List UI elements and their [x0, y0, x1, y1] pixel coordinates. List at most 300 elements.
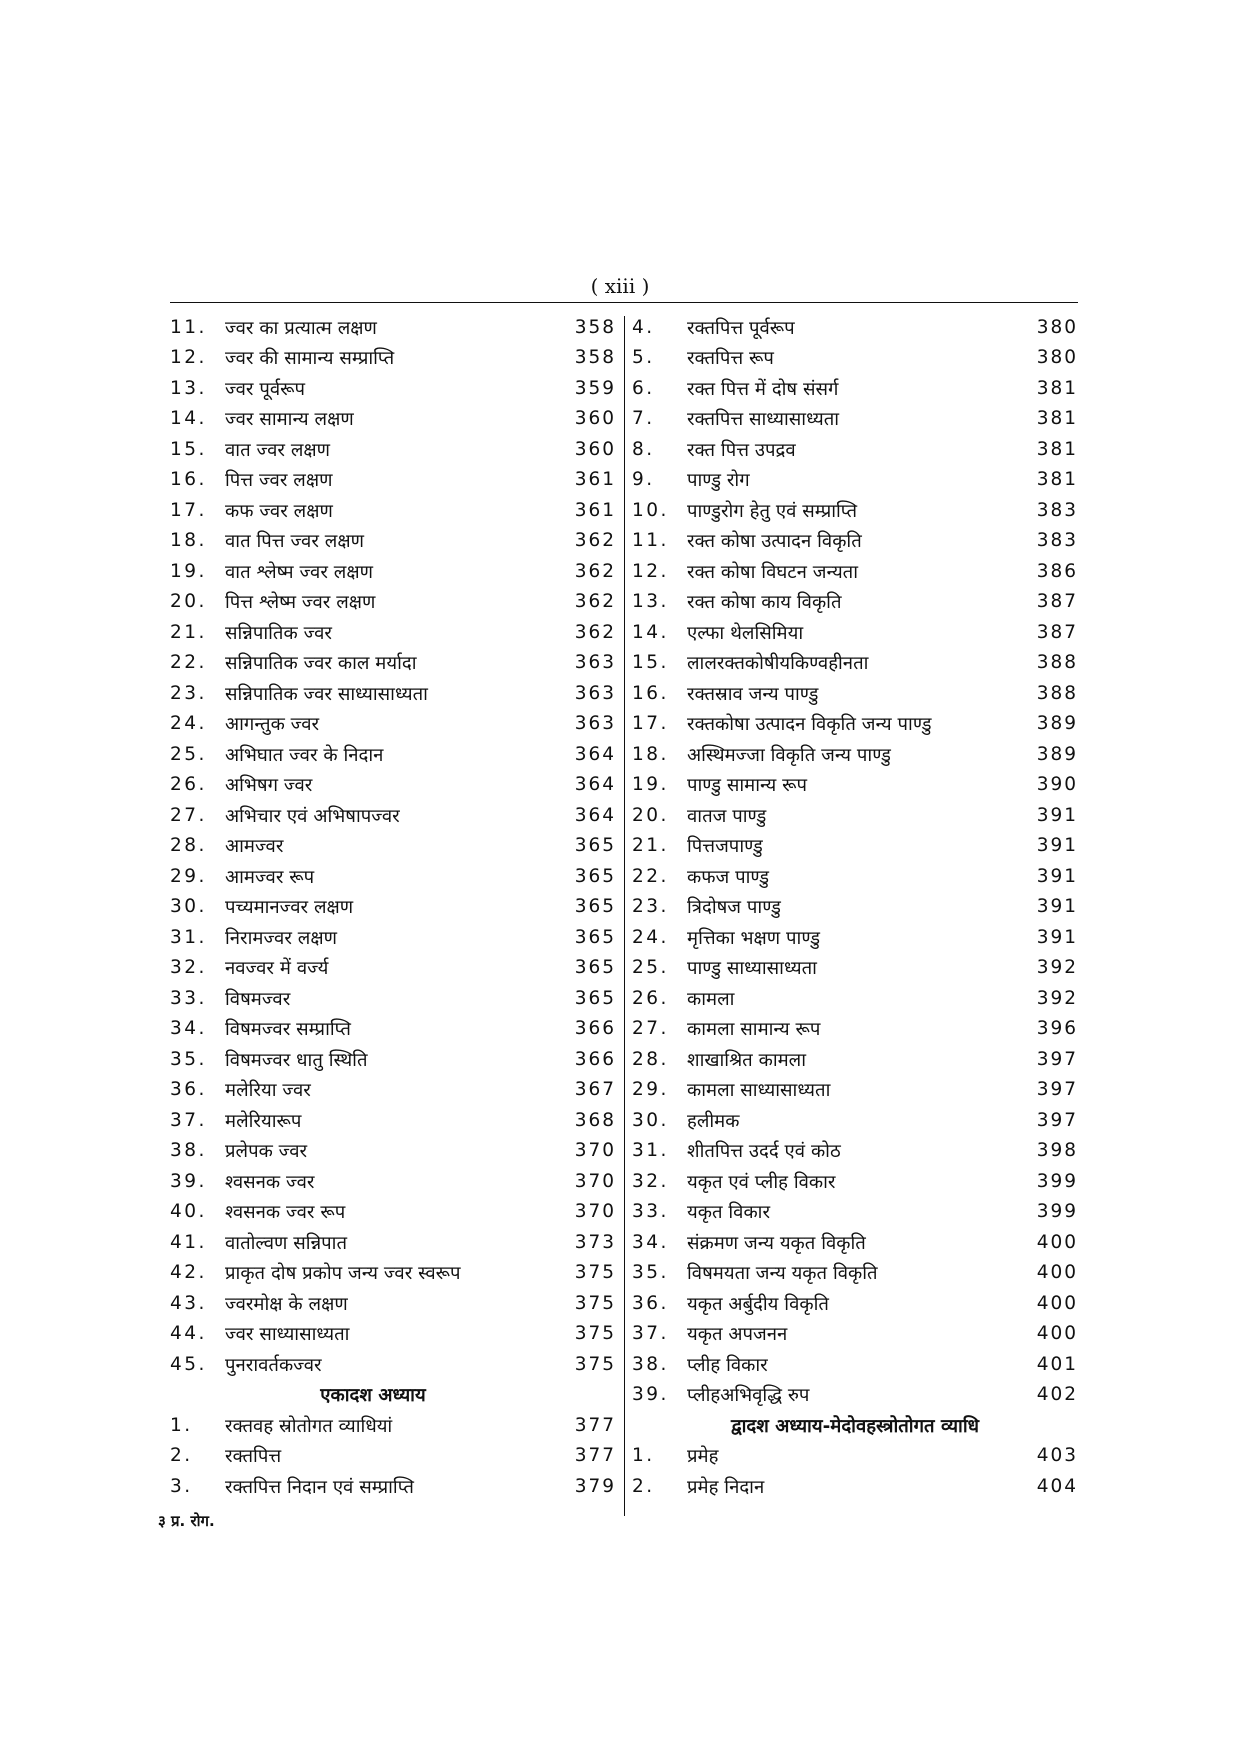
- entry-title: सन्निपातिक ज्वर: [225, 622, 333, 644]
- entry-number: 18.: [170, 530, 207, 552]
- entry-page: 391: [1036, 865, 1078, 887]
- entry-number: 28.: [170, 835, 207, 857]
- entry-number: 14.: [632, 621, 669, 643]
- entry-title: ज्वर साध्यासाध्यता: [225, 1324, 350, 1346]
- entry-page: 398: [1036, 1140, 1078, 1162]
- entry-title: वात पित्त ज्वर लक्षण: [225, 531, 364, 553]
- entry-number: 24.: [170, 713, 207, 735]
- entry-title: एल्फा थेलसिमिया: [687, 622, 804, 644]
- toc-entry: [632, 1441, 1078, 1472]
- toc-entry: [170, 1044, 616, 1075]
- entry-title: प्रमेह: [687, 1446, 719, 1468]
- entry-page: 380: [1036, 347, 1078, 369]
- entry-page: 389: [1036, 743, 1078, 765]
- entry-title: मलेरियारूप: [225, 1110, 302, 1132]
- entry-title: रक्त कोषा उत्पादन विकृति: [687, 531, 862, 553]
- entry-page: 404: [1036, 1475, 1078, 1497]
- entry-page: 383: [1036, 499, 1078, 521]
- entry-title: रक्तकोषा उत्पादन विकृति जन्य पाण्डु: [687, 714, 932, 736]
- entry-page: 397: [1036, 1048, 1078, 1070]
- entry-title: संक्रमण जन्य यकृत विकृति: [687, 1232, 866, 1254]
- entry-title: यकृत विकार: [687, 1202, 771, 1224]
- entry-title: श्वसनक ज्वर रूप: [225, 1202, 346, 1224]
- entry-number: 30.: [632, 1109, 669, 1131]
- toc-entry: [632, 495, 1078, 526]
- entry-number: 21.: [170, 621, 207, 643]
- entry-page: 365: [574, 957, 616, 979]
- entry-page: 375: [574, 1292, 616, 1314]
- entry-number: 18.: [632, 743, 669, 765]
- entry-page: 360: [574, 408, 616, 430]
- entry-page: 365: [574, 926, 616, 948]
- entry-title: पाण्डु रोग: [687, 470, 750, 492]
- entry-number: 19.: [170, 560, 207, 582]
- entry-number: 4.: [632, 316, 655, 338]
- entry-title: यकृत एवं प्लीह विकार: [687, 1171, 836, 1193]
- toc-entry: [632, 1227, 1078, 1258]
- entry-number: 31.: [632, 1140, 669, 1162]
- entry-page: 388: [1036, 652, 1078, 674]
- toc-entry: [170, 983, 616, 1014]
- entry-title: रक्तपित्त रूप: [687, 348, 774, 370]
- entry-title: आगन्तुक ज्वर: [225, 714, 320, 736]
- toc-entry: [170, 892, 616, 923]
- entry-title: प्लीहअभिवृद्धि रुप: [687, 1385, 810, 1407]
- entry-title: ज्वर पूर्वरूप: [225, 378, 305, 400]
- toc-entry: [632, 739, 1078, 770]
- entry-number: 32.: [632, 1170, 669, 1192]
- entry-page: 397: [1036, 1079, 1078, 1101]
- entry-number: 23.: [170, 682, 207, 704]
- entry-page: 377: [574, 1445, 616, 1467]
- entry-page: 363: [574, 682, 616, 704]
- entry-number: 43.: [170, 1292, 207, 1314]
- entry-page: 358: [574, 316, 616, 338]
- entry-number: 31.: [170, 926, 207, 948]
- entry-page: 365: [574, 835, 616, 857]
- entry-page: 370: [574, 1201, 616, 1223]
- toc-entry: [170, 800, 616, 831]
- entry-page: 358: [574, 347, 616, 369]
- entry-title: अस्थिमज्जा विकृति जन्य पाण्डु: [687, 744, 891, 766]
- entry-title: विषमयता जन्य यकृत विकृति: [687, 1263, 878, 1285]
- toc-entry: [170, 404, 616, 435]
- toc-entry: [170, 617, 616, 648]
- entry-title: विषमज्वर सम्प्राप्ति: [225, 1019, 351, 1041]
- entry-number: 34.: [632, 1231, 669, 1253]
- entry-title: कफ ज्वर लक्षण: [225, 500, 333, 522]
- entry-page: 375: [574, 1323, 616, 1345]
- toc-entry: [170, 1349, 616, 1380]
- entry-number: 36.: [632, 1292, 669, 1314]
- entry-title: वातज पाण्डु: [687, 805, 767, 827]
- entry-page: 361: [574, 469, 616, 491]
- toc-entry: [632, 1471, 1078, 1502]
- entry-page: 365: [574, 865, 616, 887]
- toc-entry: [632, 312, 1078, 343]
- toc-entry: [170, 1471, 616, 1502]
- entry-page: 368: [574, 1109, 616, 1131]
- entry-number: 16.: [632, 682, 669, 704]
- entry-number: 19.: [632, 774, 669, 796]
- chapter-heading: एकादश अध्याय: [320, 1385, 426, 1407]
- entry-number: 25.: [632, 957, 669, 979]
- entry-number: 34.: [170, 1018, 207, 1040]
- entry-page: 362: [574, 621, 616, 643]
- entry-title: कफज पाण्डु: [687, 866, 770, 888]
- toc-entry: [632, 709, 1078, 740]
- entry-number: 45.: [170, 1353, 207, 1375]
- toc-entry: [632, 648, 1078, 679]
- entry-page: 403: [1036, 1445, 1078, 1467]
- entry-title: सन्निपातिक ज्वर साध्यासाध्यता: [225, 683, 428, 705]
- entry-number: 15.: [632, 652, 669, 674]
- entry-page: 400: [1036, 1262, 1078, 1284]
- entry-title: रक्तवह स्रोतोगत व्याधियां: [225, 1415, 393, 1437]
- entry-title: सन्निपातिक ज्वर काल मर्यादा: [225, 653, 417, 675]
- toc-entry: [632, 983, 1078, 1014]
- entry-title: शीतपित्त उदर्द एवं कोठ: [687, 1141, 841, 1163]
- entry-title: त्रिदोषज पाण्डु: [687, 897, 781, 919]
- toc-entry: [632, 1197, 1078, 1228]
- entry-number: 33.: [632, 1201, 669, 1223]
- entry-number: 33.: [170, 987, 207, 1009]
- entry-title: रक्तपित्त: [225, 1446, 282, 1468]
- toc-entry: [170, 953, 616, 984]
- entry-number: 37.: [170, 1109, 207, 1131]
- entry-page: 391: [1036, 835, 1078, 857]
- entry-number: 15.: [170, 438, 207, 460]
- toc-entry: [632, 1258, 1078, 1289]
- entry-page: 362: [574, 591, 616, 613]
- entry-page: 364: [574, 774, 616, 796]
- entry-title: रक्तपित्त साध्यासाध्यता: [687, 409, 840, 431]
- entry-title: यकृत अपजनन: [687, 1324, 788, 1346]
- entry-number: 11.: [632, 530, 669, 552]
- toc-right-column: [632, 312, 1078, 1502]
- entry-title: निरामज्वर लक्षण: [225, 927, 337, 949]
- entry-title: रक्तस्राव जन्य पाण्डु: [687, 683, 819, 705]
- entry-title: रक्त कोषा काय विकृति: [687, 592, 842, 614]
- toc-entry: [632, 556, 1078, 587]
- column-divider: [624, 316, 625, 1516]
- entry-number: 14.: [170, 408, 207, 430]
- toc-entry: [170, 1319, 616, 1350]
- entry-number: 20.: [632, 804, 669, 826]
- toc-entry: [632, 1166, 1078, 1197]
- entry-page: 389: [1036, 713, 1078, 735]
- toc-entry: [170, 556, 616, 587]
- entry-page: 391: [1036, 926, 1078, 948]
- toc-entry: [170, 1105, 616, 1136]
- entry-number: 28.: [632, 1048, 669, 1070]
- entry-title: श्वसनक ज्वर: [225, 1171, 315, 1193]
- entry-title: मलेरिया ज्वर: [225, 1080, 311, 1102]
- entry-page: 397: [1036, 1109, 1078, 1131]
- entry-number: 29.: [632, 1079, 669, 1101]
- entry-number: 37.: [632, 1323, 669, 1345]
- toc-entry: [632, 404, 1078, 435]
- toc-entry: [170, 1258, 616, 1289]
- entry-title: पित्त श्लेष्म ज्वर लक्षण: [225, 592, 376, 614]
- toc-entry: [170, 1136, 616, 1167]
- toc-entry: [632, 434, 1078, 465]
- entry-title: शाखाश्रित कामला: [687, 1049, 807, 1071]
- entry-title: कामला: [687, 988, 735, 1010]
- toc-entry: [632, 800, 1078, 831]
- entry-page: 400: [1036, 1292, 1078, 1314]
- entry-number: 6.: [632, 377, 655, 399]
- entry-number: 26.: [170, 774, 207, 796]
- entry-page: 391: [1036, 896, 1078, 918]
- toc-entry: [170, 1197, 616, 1228]
- entry-page: 377: [574, 1414, 616, 1436]
- entry-title: यकृत अर्बुदीय विकृति: [687, 1293, 829, 1315]
- entry-page: 392: [1036, 987, 1078, 1009]
- entry-number: 38.: [170, 1140, 207, 1162]
- entry-number: 36.: [170, 1079, 207, 1101]
- entry-title: वातोल्वण सन्निपात: [225, 1232, 347, 1254]
- entry-title: हलीमक: [687, 1110, 740, 1132]
- entry-title: अभिषग ज्वर: [225, 775, 313, 797]
- entry-title: ज्वर की सामान्य सम्प्राप्ति: [225, 348, 395, 370]
- entry-page: 388: [1036, 682, 1078, 704]
- toc-entry: [632, 1044, 1078, 1075]
- toc-entry: [632, 892, 1078, 923]
- entry-title: रक्त पित्त में दोष संसर्ग: [687, 378, 839, 400]
- toc-entry: [170, 465, 616, 496]
- entry-page: 363: [574, 713, 616, 735]
- entry-title: रक्तपित्त निदान एवं सम्प्राप्ति: [225, 1476, 414, 1498]
- toc-entry: [170, 861, 616, 892]
- header-rule: [170, 302, 1078, 303]
- entry-number: 17.: [170, 499, 207, 521]
- entry-number: 35.: [170, 1048, 207, 1070]
- footer-signature: ३ प्र. रोग.: [158, 1512, 215, 1530]
- entry-page: 383: [1036, 530, 1078, 552]
- entry-number: 27.: [632, 1018, 669, 1040]
- entry-number: 1.: [170, 1414, 193, 1436]
- toc-entry: [170, 526, 616, 557]
- toc-entry: [632, 1288, 1078, 1319]
- entry-page: 370: [574, 1170, 616, 1192]
- toc-entry: [170, 587, 616, 618]
- entry-page: 400: [1036, 1323, 1078, 1345]
- entry-page: 375: [574, 1262, 616, 1284]
- entry-number: 27.: [170, 804, 207, 826]
- toc-entry: [170, 434, 616, 465]
- toc-entry: [170, 922, 616, 953]
- entry-page: 360: [574, 438, 616, 460]
- entry-page: 366: [574, 1048, 616, 1070]
- entry-title: वात ज्वर लक्षण: [225, 439, 331, 461]
- toc-entry: [632, 1075, 1078, 1106]
- entry-number: 40.: [170, 1201, 207, 1223]
- entry-number: 21.: [632, 835, 669, 857]
- entry-title: पाण्डु सामान्य रूप: [687, 775, 807, 797]
- toc-entry: [632, 373, 1078, 404]
- entry-page: 364: [574, 804, 616, 826]
- entry-title: लालरक्तकोषीयकिण्वहीनता: [687, 653, 869, 675]
- toc-entry: [632, 617, 1078, 648]
- entry-page: 367: [574, 1079, 616, 1101]
- entry-number: 26.: [632, 987, 669, 1009]
- entry-title: प्रमेह निदान: [687, 1476, 765, 1498]
- entry-page: 399: [1036, 1170, 1078, 1192]
- entry-number: 16.: [170, 469, 207, 491]
- toc-entry: [632, 465, 1078, 496]
- toc-entry: [632, 1319, 1078, 1350]
- entry-number: 22.: [170, 652, 207, 674]
- toc-entry: [170, 648, 616, 679]
- toc-entry: [170, 1441, 616, 1472]
- entry-page: 366: [574, 1018, 616, 1040]
- toc-entry: [170, 831, 616, 862]
- toc-entry: [632, 526, 1078, 557]
- entry-page: 401: [1036, 1353, 1078, 1375]
- entry-number: 29.: [170, 865, 207, 887]
- entry-number: 13.: [632, 591, 669, 613]
- entry-title: अभिचार एवं अभिषापज्वर: [225, 805, 400, 827]
- entry-title: रक्त पित्त उपद्रव: [687, 439, 796, 461]
- entry-page: 370: [574, 1140, 616, 1162]
- toc-entry: [632, 1014, 1078, 1045]
- entry-page: 373: [574, 1231, 616, 1253]
- entry-title: पित्तजपाण्डु: [687, 836, 763, 858]
- entry-page: 387: [1036, 621, 1078, 643]
- entry-page: 381: [1036, 438, 1078, 460]
- entry-title: विषमज्वर धातु स्थिति: [225, 1049, 368, 1071]
- entry-page: 399: [1036, 1201, 1078, 1223]
- entry-page: 380: [1036, 316, 1078, 338]
- page-number: ( xiii ): [590, 274, 650, 298]
- toc-entry: [170, 495, 616, 526]
- entry-number: 7.: [632, 408, 655, 430]
- entry-page: 365: [574, 987, 616, 1009]
- entry-title: प्लीह विकार: [687, 1354, 768, 1376]
- toc-entry: [632, 1349, 1078, 1380]
- toc-left-column: [170, 312, 616, 1502]
- toc-entry: [170, 1410, 616, 1441]
- entry-number: 22.: [632, 865, 669, 887]
- entry-title: विषमज्वर: [225, 988, 291, 1010]
- entry-number: 30.: [170, 896, 207, 918]
- toc-entry: [170, 343, 616, 374]
- entry-title: आमज्वर रूप: [225, 866, 315, 888]
- toc-entry: [632, 861, 1078, 892]
- toc-entry: [170, 1075, 616, 1106]
- entry-title: पच्यमानज्वर लक्षण: [225, 897, 354, 919]
- entry-title: ज्वरमोक्ष के लक्षण: [225, 1293, 348, 1315]
- entry-page: 363: [574, 652, 616, 674]
- entry-number: 39.: [632, 1384, 669, 1406]
- entry-title: प्राकृत दोष प्रकोप जन्य ज्वर स्वरूप: [225, 1263, 461, 1285]
- entry-title: रक्तपित्त पूर्वरूप: [687, 317, 795, 339]
- chapter-heading: द्वादश अध्याय-मेदोवहस्त्रोतोगत व्याधि: [730, 1415, 980, 1437]
- entry-title: नवज्वर में वर्ज्य: [225, 958, 329, 980]
- toc-entry: [632, 1136, 1078, 1167]
- toc-entry: [170, 373, 616, 404]
- entry-title: ज्वर का प्रत्यात्म लक्षण: [225, 317, 377, 339]
- entry-title: पाण्डुरोग हेतु एवं सम्प्राप्ति: [687, 500, 858, 522]
- entry-number: 20.: [170, 591, 207, 613]
- entry-number: 12.: [632, 560, 669, 582]
- toc-entry: [632, 953, 1078, 984]
- toc-entry: [170, 739, 616, 770]
- toc-entry: [632, 343, 1078, 374]
- entry-title: प्रलेपक ज्वर: [225, 1141, 308, 1163]
- entry-page: 359: [574, 377, 616, 399]
- entry-number: 23.: [632, 896, 669, 918]
- entry-number: 5.: [632, 347, 655, 369]
- entry-number: 24.: [632, 926, 669, 948]
- entry-number: 38.: [632, 1353, 669, 1375]
- entry-number: 2.: [170, 1445, 193, 1467]
- entry-page: 361: [574, 499, 616, 521]
- entry-title: ज्वर सामान्य लक्षण: [225, 409, 354, 431]
- entry-title: कामला साध्यासाध्यता: [687, 1080, 831, 1102]
- entry-number: 12.: [170, 347, 207, 369]
- toc-entry: [632, 1105, 1078, 1136]
- entry-page: 386: [1036, 560, 1078, 582]
- toc-entry: [170, 312, 616, 343]
- toc-entry: [632, 770, 1078, 801]
- entry-number: 42.: [170, 1262, 207, 1284]
- toc-entry: [632, 678, 1078, 709]
- toc-entry: [170, 709, 616, 740]
- entry-page: 400: [1036, 1231, 1078, 1253]
- entry-title: अभिघात ज्वर के निदान: [225, 744, 384, 766]
- entry-title: कामला सामान्य रूप: [687, 1019, 821, 1041]
- entry-title: पाण्डु साध्यासाध्यता: [687, 958, 817, 980]
- entry-number: 1.: [632, 1445, 655, 1467]
- entry-page: 381: [1036, 469, 1078, 491]
- entry-page: 392: [1036, 957, 1078, 979]
- entry-number: 44.: [170, 1323, 207, 1345]
- entry-page: 362: [574, 530, 616, 552]
- entry-title: पुनरावर्तकज्वर: [225, 1354, 322, 1376]
- toc-entry: [632, 922, 1078, 953]
- entry-number: 9.: [632, 469, 655, 491]
- entry-page: 379: [574, 1475, 616, 1497]
- entry-number: 3.: [170, 1475, 193, 1497]
- entry-page: 381: [1036, 408, 1078, 430]
- entry-page: 396: [1036, 1018, 1078, 1040]
- entry-number: 17.: [632, 713, 669, 735]
- entry-page: 381: [1036, 377, 1078, 399]
- toc-entry: [632, 587, 1078, 618]
- entry-page: 364: [574, 743, 616, 765]
- entry-number: 13.: [170, 377, 207, 399]
- entry-page: 387: [1036, 591, 1078, 613]
- toc-entry: [170, 1288, 616, 1319]
- entry-title: मृत्तिका भक्षण पाण्डु: [687, 927, 821, 949]
- entry-page: 375: [574, 1353, 616, 1375]
- entry-number: 41.: [170, 1231, 207, 1253]
- entry-title: पित्त ज्वर लक्षण: [225, 470, 333, 492]
- entry-page: 365: [574, 896, 616, 918]
- entry-page: 402: [1036, 1384, 1078, 1406]
- entry-number: 2.: [632, 1475, 655, 1497]
- entry-number: 11.: [170, 316, 207, 338]
- entry-title: वात श्लेष्म ज्वर लक्षण: [225, 561, 373, 583]
- entry-number: 39.: [170, 1170, 207, 1192]
- toc-entry: [170, 1014, 616, 1045]
- entry-number: 32.: [170, 957, 207, 979]
- entry-number: 35.: [632, 1262, 669, 1284]
- entry-number: 10.: [632, 499, 669, 521]
- entry-number: 8.: [632, 438, 655, 460]
